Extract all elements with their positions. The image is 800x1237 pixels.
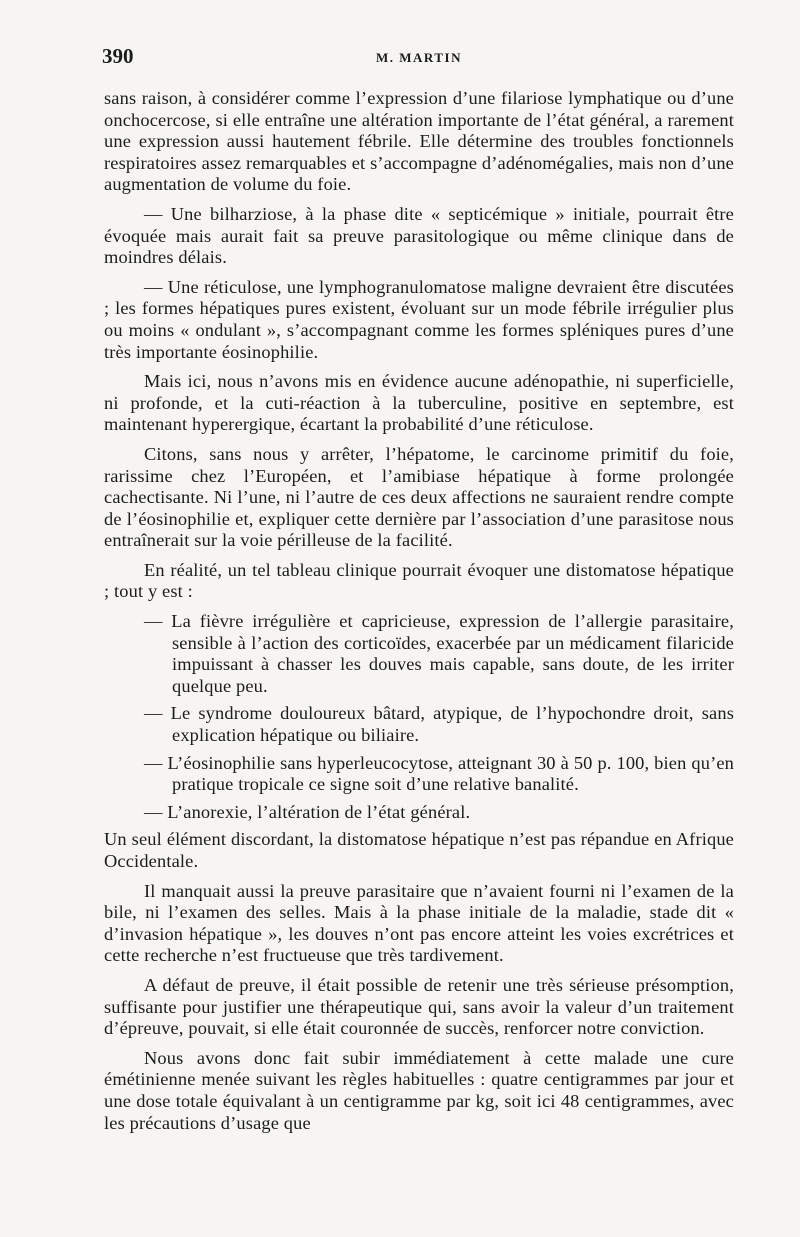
paragraph-filariose: sans raison, à considérer comme l’expression d’une filariose lymphatique ou d’une onchocercose, si elle entraîne une altération importante de l’état général, a rarement une expression aussi hautement fébrile. Elle détermine des troubles fonctionnels respiratoires assez remarquables et s’accompagne d’adénomégalies, mais non d’une augmentation de volume du foie.	[104, 88, 734, 195]
paragraph-presomption: A défaut de preuve, il était possible de retenir une très sérieuse présomption, suffisante pour justifier une thérapeutique qui, sans avoir la valeur d’un traitement d’épreuve, pouvait, si elle était couronnée de succès, renforcer notre conviction.	[104, 974, 734, 1039]
paragraph-preuve-parasitaire: Il manquait aussi la preuve parasitaire que n’avaient fourni ni l’examen de la bile, ni l’examen des selles. Mais à la phase initiale de la maladie, stade dit « d’invasion hépatique », les douves n’ont pas encore atteint les voies excrétrices et cette recherche n’est fructueuse que très tardivement.	[104, 880, 734, 966]
paragraph-hepatome: Citons, sans nous y arrêter, l’hépatome, le carcinome primitif du foie, rarissime chez l’Européen, et l’amibiase hépatique à forme prolongée cachectisante. Ni l’une, ni l’autre de ces deux affections ne sauraient rendre compte de l’éosinophilie et, expliquer cette dernière par l’association d’une parasitose nous entraînerait sur la voie périlleuse de la facilité.	[104, 443, 734, 551]
paragraph-reticulose: — Une réticulose, une lymphogranulomatose maligne devraient être discutées ; les formes hépatiques pures existent, évoluant sur un mode fébrile irrégulier plus ou moins « ondulant », s’accompagnant comme les formes spléniques pures d’une très importante éosinophilie.	[104, 276, 734, 362]
list-item-fievre: — La fièvre irrégulière et capricieuse, expression de l’allergie parasitaire, sensible à l’action des corticoïdes, exacerbée par un médicament filaricide impuissant à chasser les douves mais capable, sans doute, de les irriter quelque peu.	[144, 611, 734, 696]
list-item-anorexie: — L’anorexie, l’altération de l’état général.	[144, 801, 471, 822]
page-number: 390	[102, 44, 134, 68]
paragraph-bilharziose: — Une bilharziose, à la phase dite « septicémique » initiale, pourrait être évoquée mais aurait fait sa preuve parasitologique ou même clinique dans de moindres délais.	[104, 203, 734, 268]
paragraph-adenopathie: Mais ici, nous n’avons mis en évidence aucune adénopathie, ni superficielle, ni profonde, et la cuti-réaction à la tuberculine, positive en septembre, est maintenant hyperergique, écartant la probabilité d’une réticulose.	[104, 371, 734, 435]
body-text	[104, 88, 734, 1134]
page-header	[104, 44, 734, 74]
list-item-syndrome: — Le syndrome douloureux bâtard, atypique, de l’hypochondre droit, sans explication hépatique ou biliaire.	[144, 703, 734, 746]
page	[104, 44, 734, 1142]
list-item-eosinophilie: — L’éosinophilie sans hyperleucocytose, atteignant 30 à 50 p. 100, bien qu’en pratique tropicale ce signe soit d’une relative banalité.	[144, 752, 734, 795]
paragraph-cure-emetinienne: Nous avons donc fait subir immédiatement à cette malade une cure émétinienne menée suivant les règles habituelles : quatre centigrammes par jour et une dose totale équivalant à un centigramme par kg, soit ici 48 centigrammes, avec les précautions d’usage que	[104, 1047, 734, 1133]
paragraph-element-discordant: Un seul élément discordant, la distomatose hépatique n’est pas répandue en Afrique Occidentale.	[104, 829, 734, 871]
running-head: M. MARTIN	[376, 50, 462, 65]
paragraph-distomatose: En réalité, un tel tableau clinique pourrait évoquer une distomatose hépatique ; tout y est :	[104, 559, 734, 602]
